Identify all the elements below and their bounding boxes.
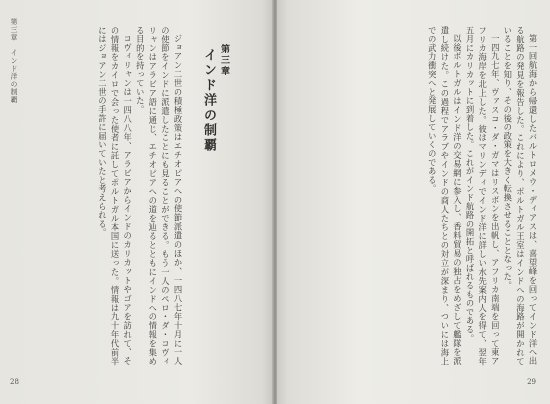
right-page-body <box>299 26 539 366</box>
chapter-title: インド洋の制覇 <box>201 48 216 153</box>
chapter-number: 第三章 <box>219 44 229 77</box>
left-page-body <box>26 26 184 366</box>
chapter-heading <box>199 44 231 153</box>
paragraph: 第一回航海から帰還したバルトロメウ・ディアスは、喜望峰を回ってインド洋へ出る航路の発見を報告した。これにより、ポルトガル王室はインドへの海路が開かれていることを知り、その後の政策を大きく転換させることとなった。 <box>502 26 538 366</box>
paragraph: コヴィリャンは一四八八年、アラビアからインドのカリカットやゴアを訪れて、その情報をカイロで会った使者に託してポルトガル本国に送った。情報は九十年代前半にはジョアン二世の手許に届いていたと考えられる。 <box>97 26 133 366</box>
page-number-right: 29 <box>527 378 536 386</box>
running-head: 第三章 インド洋の制覇 <box>9 18 17 104</box>
page-number-left: 28 <box>10 378 19 386</box>
right-page <box>277 0 550 404</box>
left-page <box>0 0 273 404</box>
paragraph: 以後ポルトガルはインド洋の交易網に参入し、香料貿易の独占をめざして艦隊を派遣し続けた。この過程でアラブやインドの商人たちとの対立が深まり、ついには海上での武力衝突へと発展していくのである。 <box>427 26 463 366</box>
paragraph: 一四九七年、ヴァスコ・ダ・ガマはリスボンを出帆し、アフリカ南端を回って東アフリカ海岸を北上した。彼はマリンディでインド洋に詳しい水先案内人を得て、翌年五月にカリカットに到着した。これがインド航路の開拓と呼ばれるものである。 <box>465 26 501 366</box>
paragraph: ジョアン二世の積極政策はエチオピアへの使節派遣のほか、一四八七年十月に一人の使節をインドに派遣したことにも見ることができる。もう一人のペロ・ダ・コヴィリャンはアラビア語に通じ、エチオピアへの道を辿るとともにインドへの情報を集める目的を持っていた。 <box>135 26 183 366</box>
